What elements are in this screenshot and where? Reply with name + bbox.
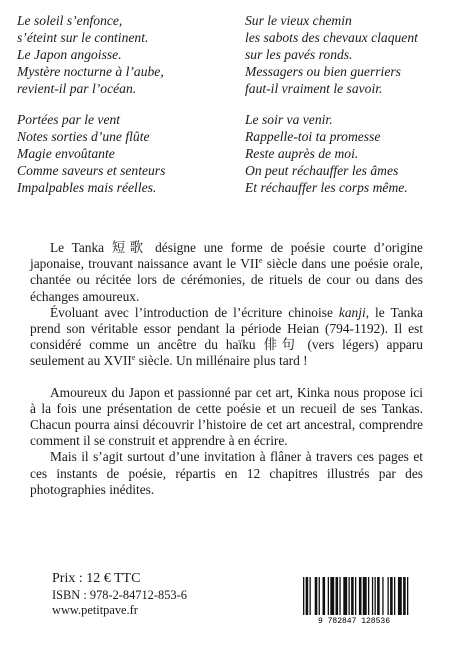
website-label: www.petitpave.fr [52,603,138,617]
poem-line: Notes sorties d’une flûte [17,129,150,144]
barcode-bar [323,577,326,615]
poem-line: On peut réchauffer les âmes [245,163,399,178]
poem-stanza [17,111,245,196]
poems-grid [17,12,437,196]
paragraph-author: Amoureux du Japon et passionné par cet art, Kinka nous propose ici à la fois une présentation de cette poésie et un recueil de ses Tankas. Chacun pourra ainsi découvrir l’histoire de cet art ancestral, comprendre comment il se construit et apprendre à en écrire. [30,384,423,449]
text-run: Évoluant avec l’introduction de l’écriture chinoise [50,304,339,320]
barcode-bar [339,577,340,615]
publication-info [52,570,187,618]
barcode-digits: 9 782847 128536 [317,617,391,625]
isbn-label: ISBN : 978-2-84712-853-6 [52,588,187,602]
poem-line: faut-il vraiment le savoir. [245,81,383,96]
text-run: siècle dans une poésie orale, chantée ou récitée lors de cérémonies, de rituels de cour ou dans des échanges amoureux. [30,256,424,304]
poem-line: Reste auprès de moi. [245,146,359,161]
superscript: e [258,256,263,266]
poem-line: Et réchauffer les corps même. [245,180,408,195]
barcode-graphic [295,575,413,625]
poem-stanza [17,12,245,97]
haiku-kanji: 俳句 [263,337,300,353]
barcode-bar [330,577,334,615]
barcode-bar [303,577,304,615]
barcode-bar [359,577,362,615]
price-label: Prix : 12 € TTC [52,571,141,586]
barcode-bar [343,577,347,615]
poem-line: Le Japon angoisse. [17,47,122,62]
barcode-bar [390,577,393,615]
barcode-bar [349,577,350,615]
poem-line: Messagers ou bien guerriers [245,64,401,79]
barcode-bar [382,577,383,615]
poem-stanza [245,111,437,196]
barcode-bar [336,577,339,615]
poem-line: les sabots des chevaux claquent [245,30,418,45]
paragraph-intro [30,240,423,305]
poem-line: s’éteint sur le continent. [17,30,149,45]
barcode-bar [388,577,389,615]
barcode-bar [310,577,311,615]
paragraph-invitation: Mais il s’agit surtout d’une invitation à flâner à travers ces pages et ces instants de poésie, répartis en 12 chapitres illustrés par des photographies inédites. [30,449,423,497]
poem-line: Mystère nocturne à l’aube, [17,64,164,79]
description-text [30,240,423,498]
poem-line: revient-il par l’océan. [17,81,137,96]
barcode-bar [375,577,376,615]
barcode-bar [403,577,406,615]
text-run: (vers légers) apparu seulement au XVII [30,337,423,369]
tanka-kanji: 短歌 [111,240,148,255]
barcode-bar [363,577,367,615]
poem-line: Impalpables mais réelles. [17,180,157,195]
text-run: , le Tanka prend son véritable essor pendant la période Heian (794-1192). Il est considéré comme un ancêtre du haïku [30,304,423,353]
barcode-bar [355,577,356,615]
barcode-bar [319,577,320,615]
superscript: e [131,353,136,363]
text-run: siècle. Un millénaire plus tard ! [135,353,308,369]
barcode-bar [315,577,318,615]
isbn-barcode [295,575,413,625]
barcode-bar [351,577,354,615]
barcode-bar [398,577,402,615]
poem-line: Comme saveurs et senteurs [17,163,166,178]
poem-line: Rappelle-toi ta promesse [245,129,381,144]
poem-line: Le soleil s’enfonce, [17,13,123,28]
poem-line: Sur le vieux chemin [245,13,352,28]
text-run: Le Tanka [50,240,112,255]
barcode-bar [368,577,369,615]
barcode-bar [377,577,380,615]
barcode-bar [328,577,329,615]
poem-line: sur les pavés ronds. [245,47,353,62]
barcode-bar [394,577,395,615]
poem-line: Portées par le vent [17,112,121,127]
barcode-bar [306,577,309,615]
paragraph-history [30,305,423,370]
barcode-bar [407,577,408,615]
poem-stanza [245,12,437,97]
poem-line: Le soir va venir. [245,112,333,127]
text-run: désigne une forme de poésie courte d’origine japonaise, trouvant naissance avant le VII [30,240,423,272]
barcode-bar [372,577,373,615]
kanji-word: kanji [338,304,366,320]
poem-line: Magie envoûtante [17,146,115,161]
